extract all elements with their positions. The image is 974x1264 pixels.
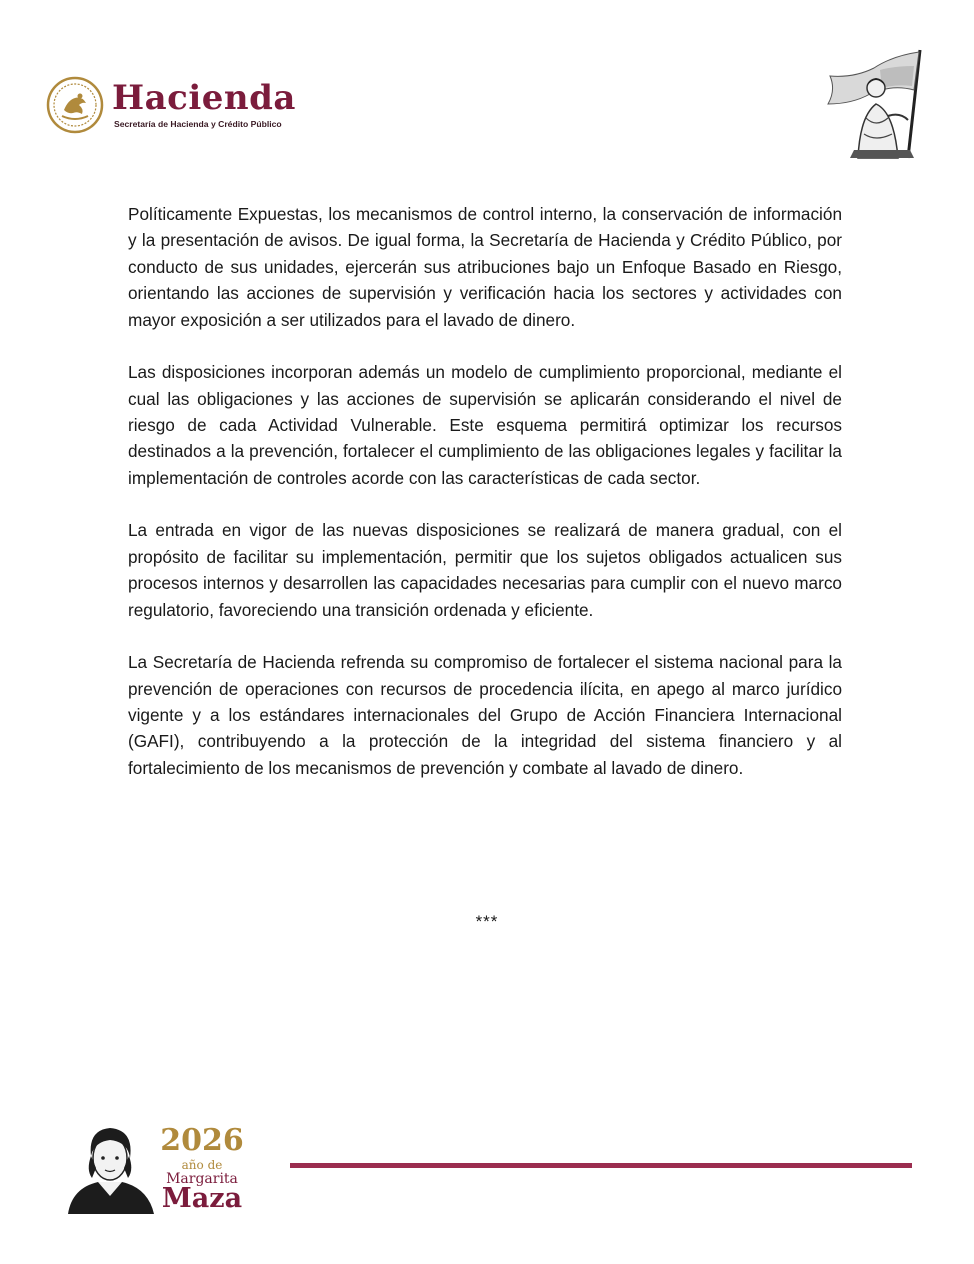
paragraph: La entrada en vigor de las nuevas disposiciones se realizará de manera gradual, con el propósito de facilitar su implementación, permitir que los sujetos obligados actualicen sus procesos internos y desarrollen las capacidades necesarias para cumplir con el nuevo marco regulatorio, favoreciendo una transición ordenada y eficiente.	[128, 520, 842, 620]
footer-divider	[290, 1163, 912, 1168]
footer-year: 2026	[160, 1123, 244, 1158]
paragraph: Políticamente Expuestas, los mecanismos de control interno, la conservación de información y la presentación de avisos. De igual forma, la Secretaría de Hacienda y Crédito Público, por conducto de sus unidades, ejercerán sus atribuciones bajo un Enfoque Basado en Riesgo, orientando las acciones de supervisión y verificación hacia los sectores y actividades con mayor exposición a ser utilizados para el lavado de dinero.	[128, 204, 842, 330]
paragraph: La Secretaría de Hacienda refrenda su compromiso de fortalecer el sistema nacional para la prevención de operaciones con recursos de procedencia ilícita, en apego al marco jurídico vigente y a los estándares internacionales del Grupo de Acción Financiera Internacional (GAFI), contribuyendo a la protección de la integridad del sistema financiero y al fortalecimiento de los mecanismos de prevención y combate al lavado de dinero.	[128, 652, 842, 778]
footer-name-first: Margarita	[166, 1171, 238, 1187]
footer-name-last: Maza	[161, 1183, 243, 1214]
hacienda-logo	[46, 76, 306, 136]
paragraph: Las disposiciones incorporan además un modelo de cumplimiento proporcional, mediante el cual las obligaciones y las acciones de supervisión se aplicarán considerando el nivel de riesgo de cada Actividad Vulnerable. Este esquema permitirá optimizar los recursos destinados a la prevención, fortalecer el cumplimiento de las obligaciones legales y facilitar la implementación de controles acorde con las características de cada sector.	[128, 362, 842, 488]
margarita-maza-portrait-icon	[58, 1122, 158, 1214]
end-mark: ***	[475, 912, 499, 931]
document-body	[128, 201, 842, 807]
woman-with-flag-icon	[822, 46, 930, 160]
brand-subtitle: Secretaría de Hacienda y Crédito Público	[114, 119, 282, 129]
brand-name: Hacienda	[112, 78, 296, 118]
coat-of-arms-seal-icon	[46, 76, 104, 134]
footer-year-caption: año de	[181, 1158, 223, 1172]
